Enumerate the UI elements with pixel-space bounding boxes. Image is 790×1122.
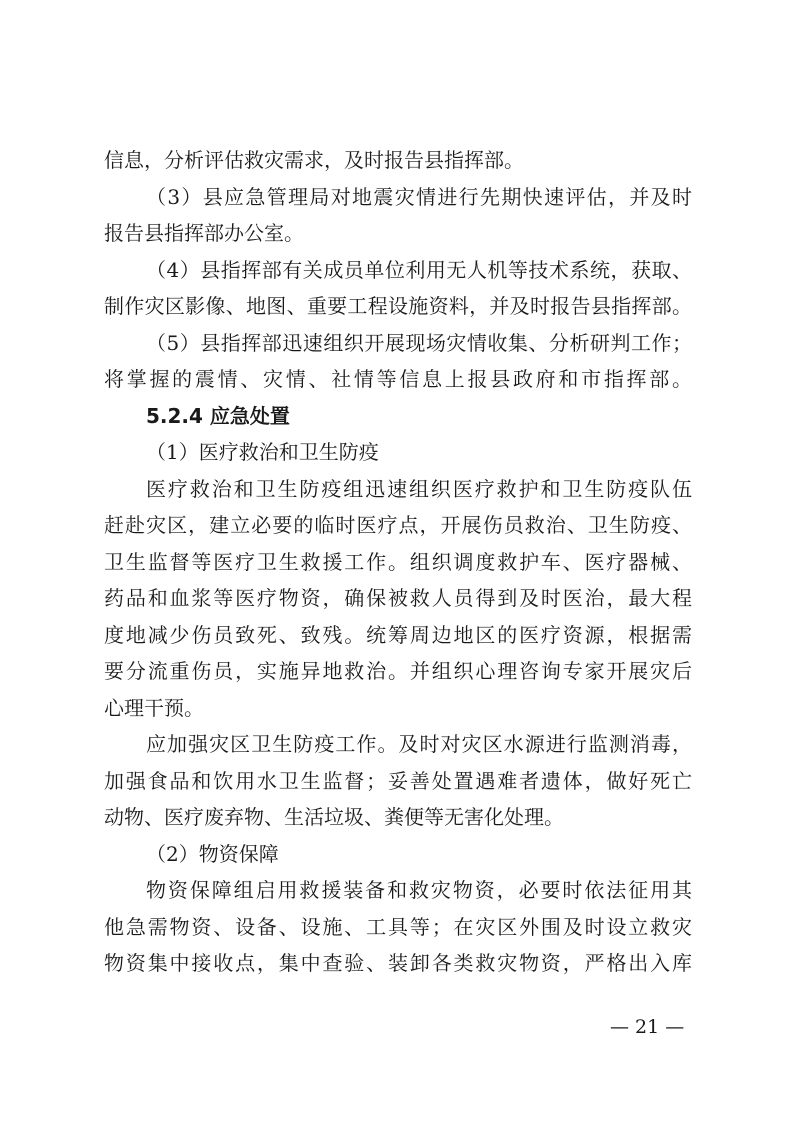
paragraph-line: （5）县指挥部迅速组织开展现场灾情收集、分析研判工作； [146,330,692,355]
paragraph-line: 心理干预。 [104,695,204,720]
paragraph-line: 他急需物资、设备、设施、工具等；在灾区外围及时设立救灾 [104,914,692,939]
paragraph-line: 物资保障组启用救援装备和救灾物资，必要时依法征用其 [146,878,692,902]
page-number: — 21 — [610,1016,685,1038]
paragraph-line: 信息，分析评估救灾需求，及时报告县指挥部。 [104,148,524,172]
paragraph-line: （4）县指挥部有关成员单位利用无人机等技术系统，获取、 [146,257,692,282]
paragraph-line: 制作灾区影像、地图、重要工程设施资料，并及时报告县指挥部。 [104,294,692,318]
subsection-title: （1）医疗救治和卫生防疫 [146,440,379,464]
paragraph-line: 赶赴灾区，建立必要的临时医疗点，开展伤员救治、卫生防疫、 [104,513,692,537]
paragraph-line: 物资集中接收点，集中查验、装卸各类救灾物资，严格出入库 [104,951,692,975]
section-heading: 5.2.4 应急处置 [146,403,290,428]
paragraph-line: 应加强灾区卫生防疫工作。及时对灾区水源进行监测消毒， [146,732,692,756]
paragraph-line: 报告县指挥部办公室。 [104,221,304,245]
paragraph-line: （3）县应急管理局对地震灾情进行先期快速评估，并及时 [146,184,692,209]
paragraph-line: 药品和血浆等医疗物资，确保被救人员得到及时医治，最大程 [104,586,692,610]
paragraph-line: 卫生监督等医疗卫生救援工作。组织调度救护车、医疗器械、 [104,549,692,574]
paragraph-line: 加强食品和饮用水卫生监督；妥善处置遇难者遗体，做好死亡 [104,768,692,793]
subsection-title: （2）物资保障 [146,841,279,866]
paragraph-line: 要分流重伤员，实施异地救治。并组织心理咨询专家开展灾后 [104,659,692,683]
paragraph-line: 医疗救治和卫生防疫组迅速组织医疗救护和卫生防疫队伍 [146,476,692,501]
paragraph-line: 度地减少伤员致死、致残。统筹周边地区的医疗资源，根据需 [104,622,692,647]
paragraph-line: 将掌握的震情、灾情、社情等信息上报县政府和市指挥部。 [104,367,692,391]
document-body [104,142,692,982]
paragraph-line: 动物、医疗废弃物、生活垃圾、粪便等无害化处理。 [104,805,564,829]
